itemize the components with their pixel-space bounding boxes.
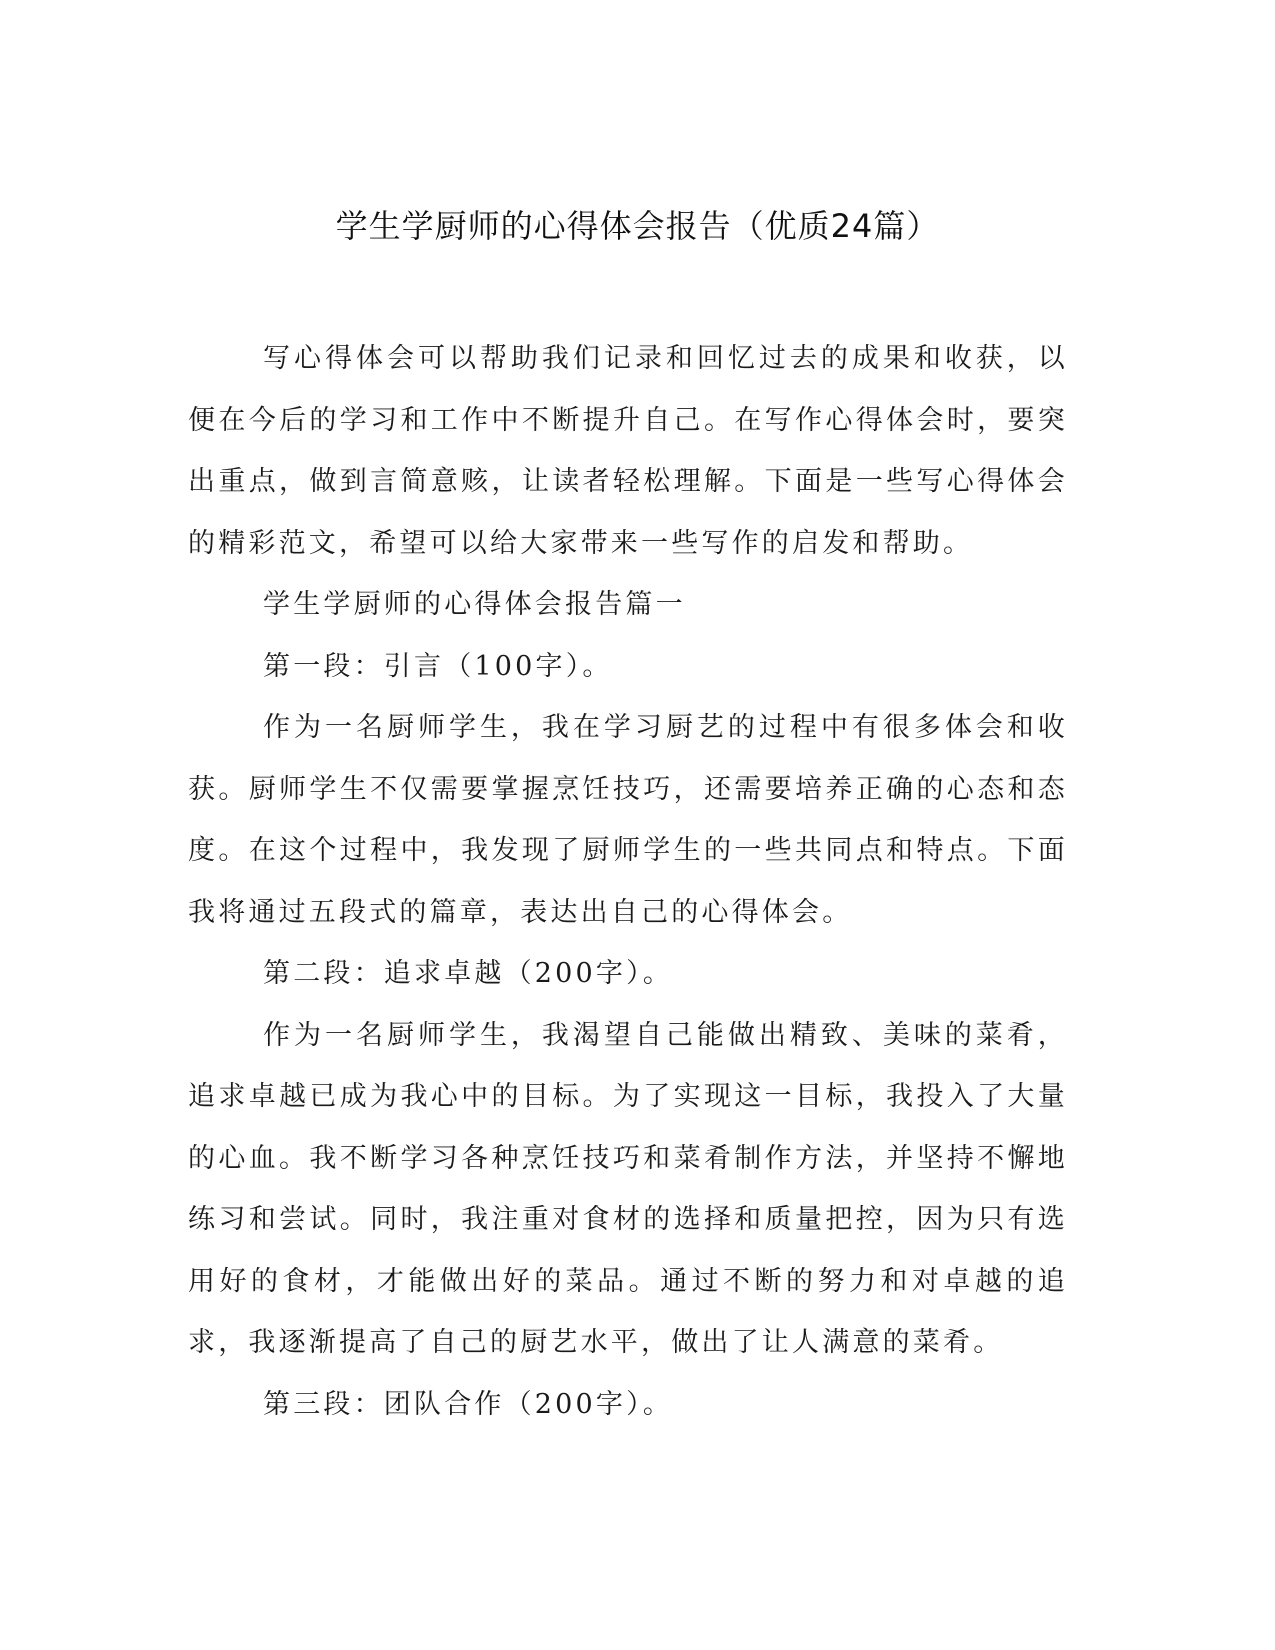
document-body: [188, 328, 1068, 1435]
intro-paragraph: 写心得体会可以帮助我们记录和回忆过去的成果和收获，以便在今后的学习和工作中不断提升自己。在写作心得体会时，要突出重点，做到言简意赅，让读者轻松理解。下面是一些写心得体会的精彩范文，希望可以给大家带来一些写作的启发和帮助。: [188, 343, 1068, 559]
section-heading: 学生学厨师的心得体会报告篇一: [263, 589, 686, 620]
document-title: 学生学厨师的心得体会报告（优质24篇）: [335, 207, 940, 245]
paragraph-heading-1: 第一段：引言（100字）。: [263, 650, 613, 682]
paragraph-heading-2: 第二段：追求卓越（200字）。: [263, 958, 674, 989]
paragraph-heading-3: 第三段：团队合作（200字）。: [263, 1388, 674, 1420]
paragraph-text-1: 作为一名厨师学生，我在学习厨艺的过程中有很多体会和收获。厨师学生不仅需要掌握烹饪技巧，还需要培养正确的心态和态度。在这个过程中，我发现了厨师学生的一些共同点和特点。下面我将通过五段式的篇章，表达出自己的心得体会。: [188, 712, 1068, 928]
paragraph-text-2: 作为一名厨师学生，我渴望自己能做出精致、美味的菜肴，追求卓越已成为我心中的目标。为了实现这一目标，我投入了大量的心血。我不断学习各种烹饪技巧和菜肴制作方法，并坚持不懈地练习和尝试。同时，我注重对食材的选择和质量把控，因为只有选用好的食材，才能做出好的菜品。通过不断的努力和对卓越的追求，我逐渐提高了自己的厨艺水平，做出了让人满意的菜肴。: [188, 1019, 1068, 1358]
